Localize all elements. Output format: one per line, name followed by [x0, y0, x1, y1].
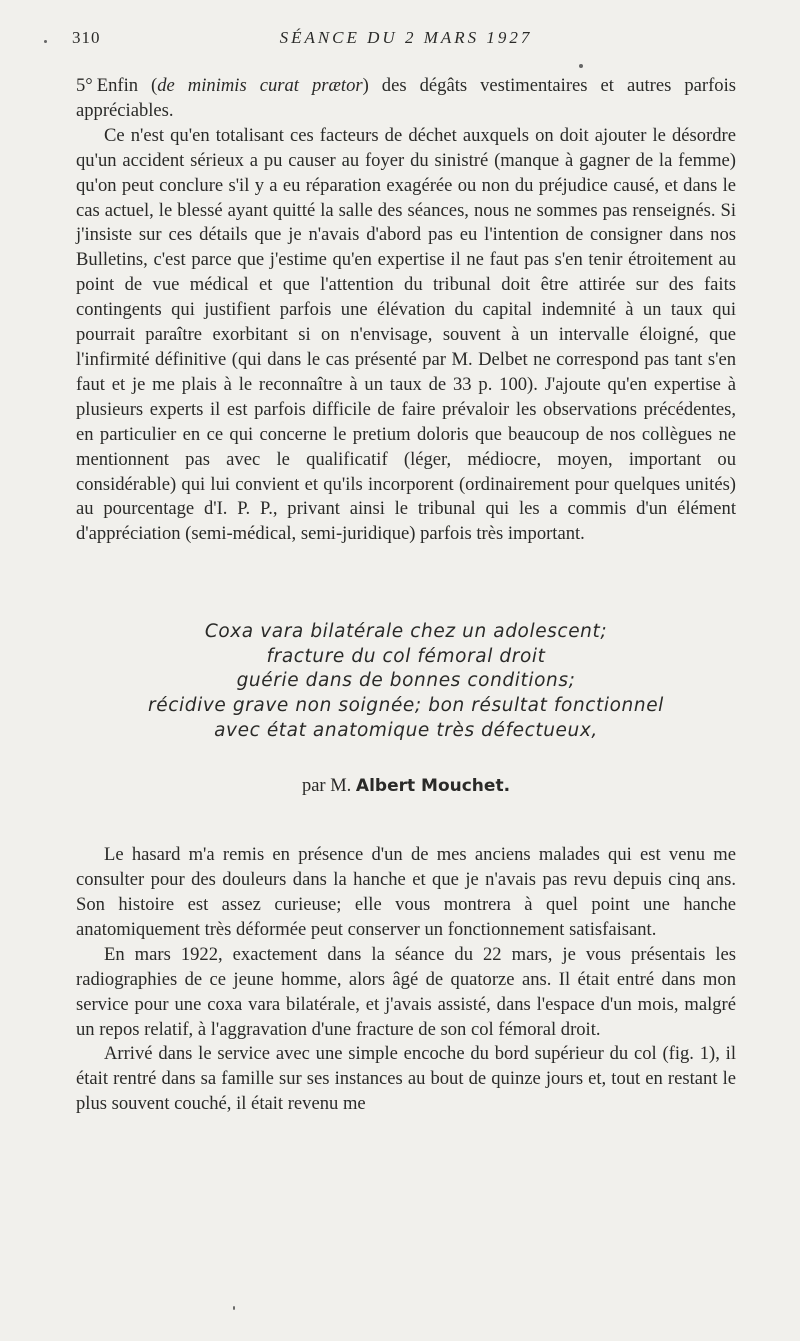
title-line: guérie dans de bonnes conditions;	[236, 670, 576, 692]
running-title: SÉANCE DU 2 MARS 1927	[279, 28, 533, 47]
paper-speck	[579, 64, 583, 68]
paragraph: Arrivé dans le service avec une simple encoche du bord supérieur du col (fig. 1), il était rentré dans sa famille sur ses instances au bout de quinze jours et, tout en restant le plus souvent couché, il était revenu me	[76, 1043, 736, 1115]
title-line: fracture du col fémoral droit	[266, 645, 546, 667]
paragraph: En mars 1922, exactement dans la séance du 22 mars, je vous présentais les radiographies de ce jeune homme, alors âgé de quatorze ans. Il était entré dans mon service pour une coxa vara bilatérale, et j'avais assisté, dans l'espace d'un mois, malgré un repos relatif, à l'aggravation d'une fracture de son col fémoral droit.	[76, 943, 736, 1040]
author-prefix: par M.	[301, 776, 352, 797]
item-text-before: Enfin (	[96, 75, 158, 96]
list-item-5	[76, 74, 736, 124]
article-body	[76, 843, 736, 1117]
previous-article-ending	[76, 74, 736, 547]
item-marker: 5°	[76, 75, 93, 96]
page-header	[72, 28, 736, 54]
paragraph: Ce n'est qu'en totalisant ces facteurs de déchet auxquels on doit ajouter le désordre qu'un accident sérieux a pu causer au foyer du sinistré (manque à gagner de la femme) qu'on peut conclure s'il y a eu réparation exagérée ou non du préjudice causé, et dans le cas actuel, le blessé ayant quitté la salle des séances, nous ne sommes pas renseignés. Si j'insiste sur ces détails que je n'avais d'abord pas eu l'intention de consigner dans nos Bulletins, c'est parce que j'estime qu'en expertise il ne faut pas s'en tenir étroitement au point de vue médical et que l'attention du tribunal doit être attirée sur des faits contingents qui justifient parfois une élévation du capital indemnité à un taux qui pourrait paraître exorbitant si on n'envisage, souvent à un intervalle éloigné, que l'infirmité définitive (qui dans le cas présenté par M. Delbet ne correspond pas tant s'en faut et je me plais à le reconnaître à un taux de 33 p. 100). J'ajoute qu'en expertise à plusieurs experts il est parfois difficile de faire prévaloir les observations précédentes, en particulier en ce qui concerne le pretium doloris que beaucoup de nos collègues ne mentionnent pas avec le qualificatif (léger, médiocre, moyen, important ou considérable) qui lui convient et qu'ils incorporent (ordinairement pour quelques unités) au pourcentage d'I. P. P., privant ainsi le tribunal qui les a commis d'un élément d'appréciation (semi-médical, semi-juridique) parfois très important.	[76, 124, 736, 545]
paragraph: Le hasard m'a remis en présence d'un de mes anciens malades qui est venu me consulter pour des douleurs dans la hanche et que je n'avais pas revu depuis cinq ans. Son histoire est assez curieuse; elle vous montrera à quel point une hanche anatomiquement très déformée peut conserver un fonctionnement satisfaisant.	[76, 844, 736, 940]
article-title	[76, 620, 736, 743]
title-line: récidive grave non soignée; bon résultat fonctionnel	[148, 695, 664, 716]
title-line: avec état anatomique très défectueux,	[214, 719, 598, 741]
title-line: Coxa vara bilatérale chez un adolescent;	[204, 621, 608, 643]
item-text-after: ) des dégâts vestimentaires et autres parfois appréciables.	[76, 75, 736, 121]
paper-speck	[233, 1306, 235, 1310]
document-page	[72, 28, 736, 1117]
latin-phrase: de minimis curat prætor	[157, 75, 363, 96]
article-byline	[76, 776, 736, 797]
author-name: Albert Mouchet.	[355, 776, 511, 797]
page-number: 310	[72, 28, 101, 47]
paper-speck	[44, 40, 47, 43]
